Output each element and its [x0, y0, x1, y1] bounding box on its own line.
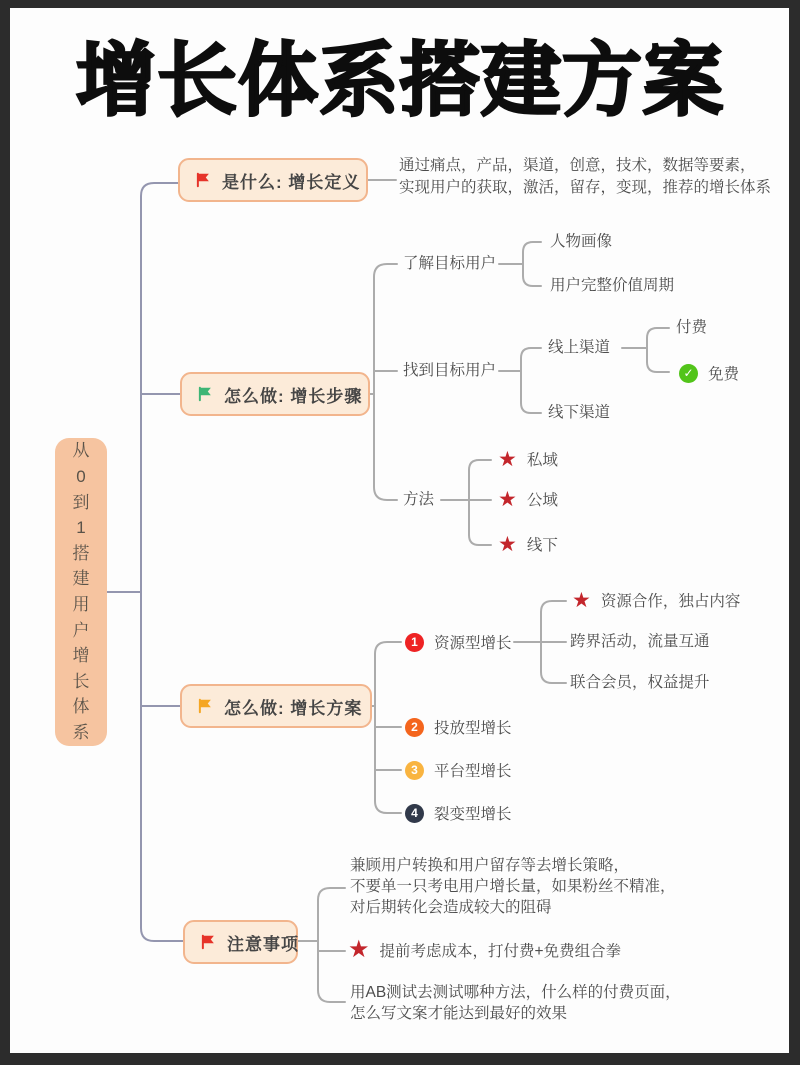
method-node: 方法 [403, 491, 435, 508]
public-domain-node: ★ 公域 [498, 487, 558, 511]
resource-coop-node: ★ 资源合作，独占内容 [572, 588, 741, 612]
persona-node: 人物画像 [550, 233, 613, 250]
branch-plans-label: 怎么做: 增长方案 [224, 698, 363, 718]
number-1-badge: 1 [405, 633, 424, 652]
number-3-badge: 3 [405, 761, 424, 780]
note-cost-node: ★ 提前考虑成本，打付费+免费组合拳 [348, 936, 622, 963]
star-icon: ★ [498, 447, 517, 471]
user-value-cycle-node: 用户完整价值周期 [550, 277, 675, 294]
flag-icon [194, 171, 212, 189]
flag-icon [196, 385, 214, 403]
branch-steps-label: 怎么做: 增长步骤 [224, 386, 363, 406]
check-icon: ✓ [679, 364, 698, 383]
understand-users-node: 了解目标用户 [403, 255, 497, 272]
note-ab-test-text: 用AB测试去测试哪种方法，什么样的付费页面， 怎么写文案才能达到最好的效果 [350, 984, 681, 1022]
branch-notes-label: 注意事项 [227, 934, 299, 954]
branch-steps-node [180, 372, 370, 416]
online-channel-node: 线上渠道 [548, 339, 611, 356]
offline-channel-node: 线下渠道 [548, 404, 611, 421]
flag-icon [199, 933, 217, 951]
find-users-node: 找到目标用户 [403, 362, 497, 379]
flag-icon [196, 697, 214, 715]
fission-growth-node: 4 裂变型增长 [405, 802, 512, 824]
private-domain-node: ★ 私域 [498, 447, 558, 471]
note-strategy-text: 兼顾用户转换和用户留存等去增长策略， 不要单一只考电用户增长量，如果粉丝不精准， 对后期转化会造成较大的阻碍 [350, 857, 676, 916]
branch-notes-node [183, 920, 298, 964]
growth-definition-text: 通过痛点，产品，渠道，创意，技术，数据等要素， 实现用户的获取，激活，留存，变现，推荐的增长体系 [399, 157, 772, 196]
ads-growth-node: 2 投放型增长 [405, 716, 512, 738]
root-label: 从0到1搭建用户增长体系 [72, 441, 90, 742]
offline-method-node: ★ 线下 [498, 532, 558, 556]
joint-membership-node: 联合会员，权益提升 [570, 674, 710, 691]
star-icon: ★ [348, 936, 370, 963]
number-2-badge: 2 [405, 718, 424, 737]
star-icon: ★ [572, 588, 591, 612]
resource-growth-node: 1 资源型增长 [405, 631, 512, 653]
star-icon: ★ [498, 487, 517, 511]
branch-what-label: 是什么: 增长定义 [222, 172, 361, 192]
star-icon: ★ [498, 532, 517, 556]
root-node [55, 438, 107, 746]
number-4-badge: 4 [405, 804, 424, 823]
crossover-node: 跨界活动，流量互通 [570, 633, 710, 650]
poster-title: 增长体系搭建方案 [76, 36, 724, 125]
free-node: ✓ 免费 [679, 362, 739, 384]
platform-growth-node: 3 平台型增长 [405, 759, 512, 781]
branch-what-node [178, 158, 368, 202]
branch-plans-node [180, 684, 372, 728]
paid-node: 付费 [676, 319, 708, 336]
